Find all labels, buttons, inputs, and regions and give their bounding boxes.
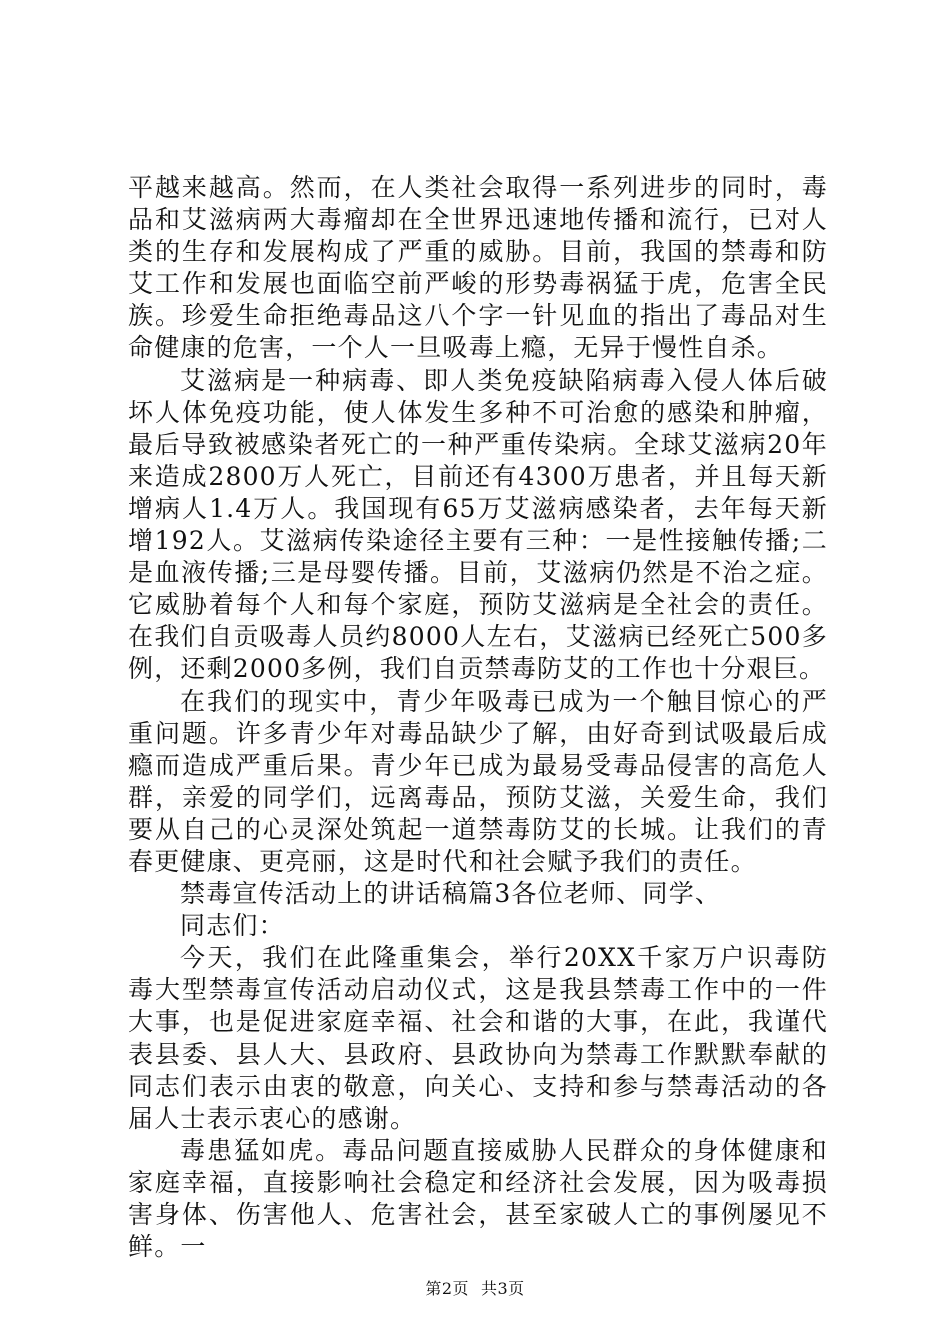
- paragraph-7: 毒患猛如虎。毒品问题直接威胁人民群众的身体健康和家庭幸福，直接影响社会稳定和经济社会发展，因为吸毒损害身体、伤害他人、危害社会，甚至家破人亡的事例屡见不鲜。一: [128, 1135, 828, 1262]
- document-body: [128, 172, 828, 1263]
- paragraph-1: 平越来越高。然而，在人类社会取得一系列进步的同时，毒品和艾滋病两大毒瘤却在全世界迅速地传播和流行，已对人类的生存和发展构成了严重的威胁。目前，我国的禁毒和防艾工作和发展也面临空前严峻的形势毒祸猛于虎，危害全民族。珍爱生命拒绝毒品这八个字一针见血的指出了毒品对生命健康的危害，一个人一旦吸毒上瘾，无异于慢性自杀。: [128, 173, 828, 363]
- page-footer: [0, 1276, 950, 1299]
- paragraph-2: 艾滋病是一种病毒、即人类免疫缺陷病毒入侵人体后破坏人体免疫功能，使人体发生多种不可治愈的感染和肿瘤，最后导致被感染者死亡的一种严重传染病。全球艾滋病20年来造成2800万人死亡，目前还有4300万患者，并且每天新增病人1.4万人。我国现有65万艾滋病感染者，去年每天新增192人。艾滋病传染途径主要有三种：一是性接触传播;二是血液传播;三是母婴传播。目前，艾滋病仍然是不治之症。它威胁着每个人和每个家庭，预防艾滋病是全社会的责任。在我们自贡吸毒人员约8000人左右，艾滋病已经死亡500多例，还剩2000多例，我们自贡禁毒防艾的工作也十分艰巨。: [128, 365, 828, 684]
- paragraph-6: 今天，我们在此隆重集会，举行20XX千家万户识毒防毒大型禁毒宣传活动启动仪式，这是我县禁毒工作中的一件大事，也是促进家庭幸福、社会和谐的大事，在此，我谨代表县委、县人大、县政府、县政协向为禁毒工作默默奉献的同志们表示由衷的敬意，向关心、支持和参与禁毒活动的各届人士表示衷心的感谢。: [128, 943, 828, 1133]
- page-number-current: 第2页: [425, 1279, 469, 1298]
- paragraph-5: 同志们：: [180, 911, 285, 941]
- paragraph-3: 在我们的现实中，青少年吸毒已成为一个触目惊心的严重问题。许多青少年对毒品缺少了解，由好奇到试吸最后成瘾而造成严重后果。青少年已成为最易受毒品侵害的高危人群，亲爱的同学们，远离毒品，预防艾滋，关爱生命，我们要从自己的心灵深处筑起一道禁毒防艾的长城。让我们的青春更健康、更亮丽，这是时代和社会赋予我们的责任。: [128, 686, 828, 876]
- page-number-total: 共3页: [481, 1279, 525, 1298]
- paragraph-4: 禁毒宣传活动上的讲话稿篇3各位老师、同学、: [180, 879, 722, 909]
